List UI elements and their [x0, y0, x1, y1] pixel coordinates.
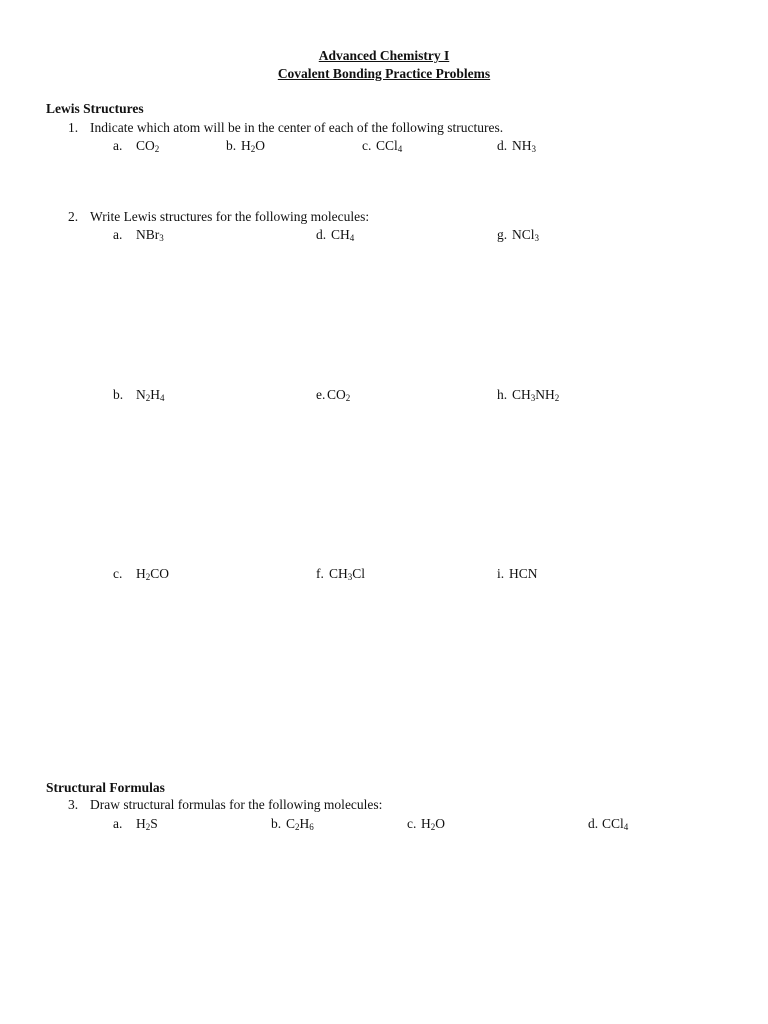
item-formula	[376, 138, 402, 154]
formula-part: S	[150, 816, 158, 831]
question-prompt: Draw structural formulas for the following molecules:	[90, 797, 383, 812]
item-formula	[602, 816, 628, 832]
formula-subscript: 2	[295, 822, 300, 832]
formula-subscript: 4	[160, 393, 165, 403]
item-label: c.	[113, 566, 123, 581]
formula-subscript: 2	[554, 393, 560, 403]
formula-part: H	[136, 566, 146, 581]
formula-part: CO	[327, 387, 346, 402]
item-formula	[421, 816, 445, 832]
question-number: 3.	[68, 797, 79, 812]
question-number: 2.	[68, 209, 79, 224]
formula-part: NH	[512, 138, 532, 153]
formula-subscript: 3	[159, 233, 164, 243]
item-formula	[136, 816, 158, 832]
formula-part: NH	[535, 387, 555, 402]
item-formula	[136, 387, 165, 403]
item-label: d.	[588, 816, 599, 831]
formula-part: CH	[331, 227, 350, 242]
item-label: a.	[113, 227, 123, 242]
item-formula	[241, 138, 265, 154]
item-formula	[329, 566, 365, 582]
item-label: e.	[316, 387, 326, 402]
formula-part: CO	[136, 138, 155, 153]
question-prompt: Indicate which atom will be in the center of each of the following structures.	[90, 120, 504, 135]
question-number: 1.	[68, 120, 79, 135]
formula-part: N	[136, 387, 146, 402]
section-heading-structural: Structural Formulas	[46, 780, 165, 795]
formula-part: CH	[329, 566, 348, 581]
formula-part: H	[299, 816, 310, 831]
formula-part: O	[255, 138, 265, 153]
formula-part: Cl	[352, 566, 366, 581]
item-formula	[512, 138, 536, 154]
item-label: b.	[226, 138, 237, 153]
formula-part: NCl	[512, 227, 535, 242]
item-label: b.	[113, 387, 124, 402]
formula-subscript: 4	[349, 233, 355, 243]
formula-part: CO	[150, 566, 170, 581]
item-formula	[136, 138, 159, 154]
formula-subscript: 3	[534, 233, 540, 243]
item-formula	[509, 566, 538, 582]
item-formula	[512, 387, 559, 403]
formula-subscript: 4	[623, 822, 629, 832]
formula-subscript: 2	[145, 822, 151, 832]
question-prompt: Write Lewis structures for the following molecules:	[90, 209, 370, 224]
formula-subscript: 6	[309, 822, 314, 832]
item-label: c.	[407, 816, 417, 831]
formula-part: O	[435, 816, 445, 831]
formula-subscript: 3	[347, 572, 353, 582]
item-formula	[136, 566, 169, 582]
section-heading-lewis: Lewis Structures	[46, 101, 144, 116]
item-formula	[327, 387, 350, 403]
document-subtitle: Covalent Bonding Practice Problems	[277, 66, 491, 81]
formula-part: CCl	[376, 138, 398, 153]
item-label: c.	[362, 138, 372, 153]
item-label: h.	[497, 387, 508, 402]
formula-subscript: 2	[430, 822, 436, 832]
item-label: a.	[113, 138, 123, 153]
formula-part: H	[136, 816, 146, 831]
formula-subscript: 4	[397, 144, 403, 154]
item-label: a.	[113, 816, 123, 831]
item-label: b.	[271, 816, 282, 831]
item-label: f.	[316, 566, 324, 581]
formula-part: HCN	[509, 566, 538, 581]
formula-subscript: 2	[145, 393, 151, 403]
item-formula	[136, 227, 164, 243]
item-formula	[512, 227, 539, 243]
item-formula	[286, 816, 314, 832]
formula-part: CCl	[602, 816, 624, 831]
formula-subscript: 2	[154, 144, 160, 154]
document-title: Advanced Chemistry I	[318, 48, 450, 63]
formula-subscript: 2	[145, 572, 151, 582]
item-label: g.	[497, 227, 508, 242]
formula-subscript: 2	[250, 144, 256, 154]
formula-subscript: 3	[531, 144, 536, 154]
formula-part: C	[286, 816, 296, 831]
formula-part: H	[150, 387, 160, 402]
formula-part: CH	[512, 387, 531, 402]
formula-part: H	[241, 138, 251, 153]
formula-part: NBr	[136, 227, 160, 242]
formula-subscript: 3	[530, 393, 536, 403]
item-label: d.	[316, 227, 327, 242]
item-formula	[331, 227, 354, 243]
item-label: d.	[497, 138, 508, 153]
formula-subscript: 2	[345, 393, 351, 403]
formula-part: H	[421, 816, 431, 831]
item-label: i.	[497, 566, 505, 581]
